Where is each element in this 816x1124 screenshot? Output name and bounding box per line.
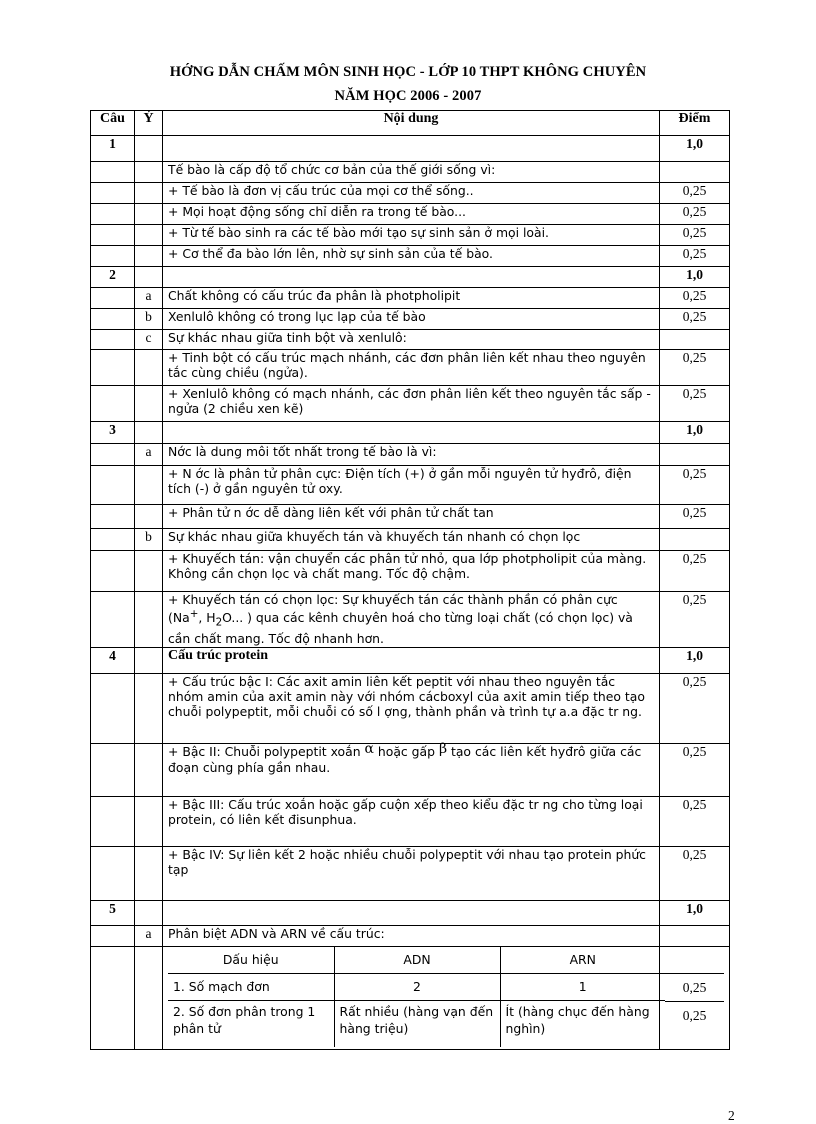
content-row	[91, 947, 730, 1050]
header-diem: Điểm	[660, 111, 730, 136]
content-text: Phân biệt ADN và ARN về cấu trúc:	[163, 926, 660, 947]
content-row	[91, 466, 730, 505]
item-score: 0,25	[660, 386, 730, 422]
content-text: Sự khác nhau giữa tinh bột và xenlulô:	[163, 330, 660, 350]
content-text: + Tế bào là đơn vị cấu trúc của mọi cơ thể sống..	[163, 183, 660, 204]
content-row	[91, 288, 730, 309]
content-text: Tế bào là cấp độ tổ chức cơ bản của thế giới sống vì:	[163, 162, 660, 183]
content-text: + N ớc là phân tử phân cực: Điện tích (+) ở gần mỗi nguyên tử hyđrô, điện tích (-) ở gần nguyên tử oxy.	[163, 466, 660, 505]
content-text: + Cấu trúc bậc I: Các axit amin liên kết peptit với nhau theo nguyên tắc nhóm amin của axit amin này với nhóm cácboxyl của axit amin tiếp theo tạo chuỗi polypeptit, mỗi chuỗi có số l ợng, thành phần và trình tự a.a đặc tr ng.	[163, 674, 660, 744]
content-text: Nớc là dung môi tốt nhất trong tế bào là vì:	[163, 444, 660, 466]
content-row	[91, 529, 730, 551]
document-title: HỚNG DẪN CHẤM MÔN SINH HỌC - LỚP 10 THPT KHÔNG CHUYÊN	[169, 64, 647, 80]
item-score: 0,25	[665, 973, 724, 1002]
content-row	[91, 847, 730, 901]
content-row	[91, 505, 730, 529]
comparison-cell: 2. Số đơn phân trong 1 phân tử	[168, 1000, 334, 1047]
item-score: 0,25	[660, 551, 730, 592]
item-score: 0,25	[660, 466, 730, 505]
comparison-cell: Rất nhiều (hàng vạn đến hàng triệu)	[334, 1000, 500, 1047]
grading-table	[90, 110, 730, 1050]
content-row	[91, 744, 730, 797]
content-row	[91, 183, 730, 204]
item-score: 0,25	[660, 288, 730, 309]
section-title: Cấu trúc protein	[163, 648, 660, 674]
item-score: 0,25	[660, 204, 730, 225]
header-row	[91, 111, 730, 136]
comparison-header: Dấu hiệu	[168, 947, 334, 973]
item-label: a	[135, 444, 163, 466]
comparison-row	[168, 973, 665, 1000]
content-row	[91, 162, 730, 183]
content-text: + Khuyếch tán: vận chuyển các phân tử nhỏ, qua lớp photpholipit của màng. Không cần chọn lọc và chất mang. Tốc độ chậm.	[163, 551, 660, 592]
question-number: 5	[91, 901, 135, 926]
comparison-cell: 1	[500, 973, 665, 1000]
content-row	[91, 592, 730, 648]
content-row	[91, 246, 730, 267]
question-row	[91, 267, 730, 288]
content-text: + Từ tế bào sinh ra các tế bào mới tạo sự sinh sản ở mọi loài.	[163, 225, 660, 246]
comparison-cell: 2	[334, 973, 500, 1000]
content-text: + Xenlulô không có mạch nhánh, các đơn phân liên kết theo nguyên tắc sấp - ngửa (2 chiều xen kẽ)	[163, 386, 660, 422]
content-row	[91, 309, 730, 330]
question-row	[91, 422, 730, 444]
content-row	[91, 444, 730, 466]
question-score: 1,0	[660, 422, 730, 444]
item-score: 0,25	[660, 183, 730, 204]
content-text: + Bậc II: Chuỗi polypeptit xoắn α hoặc gấp β tạo các liên kết hyđrô giữa các đoạn cùng phía gần nhau.	[163, 744, 660, 797]
content-row	[91, 204, 730, 225]
comparison-header-row	[168, 947, 665, 973]
header-cau: Câu	[91, 111, 135, 136]
question-score: 1,0	[660, 136, 730, 162]
item-score: 0,25	[660, 847, 730, 901]
comparison-header: ADN	[334, 947, 500, 973]
content-text: + Khuyếch tán có chọn lọc: Sự khuyếch tán các thành phần có phân cực (Na+, $H_2O$... ) qua các kênh chuyên hoá cho từng loại chất (có chọn lọc) và cần chất mang. Tốc độ nhanh hơn.	[163, 592, 660, 648]
item-score: 0,25	[660, 309, 730, 330]
comparison-header: ARN	[500, 947, 665, 973]
comparison-cell: 1. Số mạch đơn	[168, 973, 334, 1000]
question-row	[91, 648, 730, 674]
item-score: 0,25	[660, 505, 730, 529]
content-row	[91, 225, 730, 246]
item-score: 0,25	[660, 350, 730, 386]
content-text: + Phân tử n ớc dễ dàng liên kết với phân tử chất tan	[163, 505, 660, 529]
item-score: 0,25	[660, 674, 730, 744]
content-row	[91, 386, 730, 422]
question-number: 4	[91, 648, 135, 674]
question-row	[91, 901, 730, 926]
alpha-symbol: α	[364, 741, 374, 757]
content-text: Chất không có cấu trúc đa phân là photpholipit	[163, 288, 660, 309]
item-score: 0,25	[660, 225, 730, 246]
item-label: a	[135, 926, 163, 947]
item-score: 0,25	[660, 744, 730, 797]
item-score: 0,25	[660, 797, 730, 847]
question-row	[91, 136, 730, 162]
content-text: + Tinh bột có cấu trúc mạch nhánh, các đơn phân liên kết nhau theo nguyên tắc cùng chiều (ngửa).	[163, 350, 660, 386]
item-label: b	[135, 309, 163, 330]
dna-rna-comparison-table	[168, 947, 665, 1047]
question-number: 3	[91, 422, 135, 444]
item-label: a	[135, 288, 163, 309]
comparison-row	[168, 1000, 665, 1047]
page-number: 2	[728, 1108, 735, 1123]
question-number: 1	[91, 136, 135, 162]
school-year-title: NĂM HỌC 2006 - 2007	[334, 88, 482, 104]
content-text: Sự khác nhau giữa khuyếch tán và khuyếch tán nhanh có chọn lọc	[163, 529, 660, 551]
content-row	[91, 674, 730, 744]
content-row	[91, 330, 730, 350]
content-text: + Cơ thể đa bào lớn lên, nhờ sự sinh sản của tế bào.	[163, 246, 660, 267]
comparison-cell: Ít (hàng chục đến hàng nghìn)	[500, 1000, 665, 1047]
header-noi-dung: Nội dung	[163, 111, 660, 136]
content-row	[91, 350, 730, 386]
item-score: 0,25	[660, 592, 730, 648]
item-score: 0,25	[660, 246, 730, 267]
item-score: 0,25	[682, 1008, 707, 1023]
question-score: 1,0	[660, 267, 730, 288]
content-text: + Bậc IV: Sự liên kết 2 hoặc nhiều chuỗi polypeptit với nhau tạo protein phức tạp	[163, 847, 660, 901]
content-row	[91, 797, 730, 847]
item-label: b	[135, 529, 163, 551]
header-y: Ý	[135, 111, 163, 136]
question-score: 1,0	[660, 648, 730, 674]
content-row	[91, 926, 730, 947]
content-text: + Bậc III: Cấu trúc xoắn hoặc gấp cuộn xếp theo kiểu đặc tr ng cho từng loại protein, có liên kết đisunphua.	[163, 797, 660, 847]
question-score: 1,0	[660, 901, 730, 926]
content-text: + Mọi hoạt động sống chỉ diễn ra trong tế bào...	[163, 204, 660, 225]
item-label: c	[135, 330, 163, 350]
content-text: Xenlulô không có trong lục lạp của tế bào	[163, 309, 660, 330]
question-number: 2	[91, 267, 135, 288]
beta-symbol: β	[438, 741, 448, 757]
content-row	[91, 551, 730, 592]
